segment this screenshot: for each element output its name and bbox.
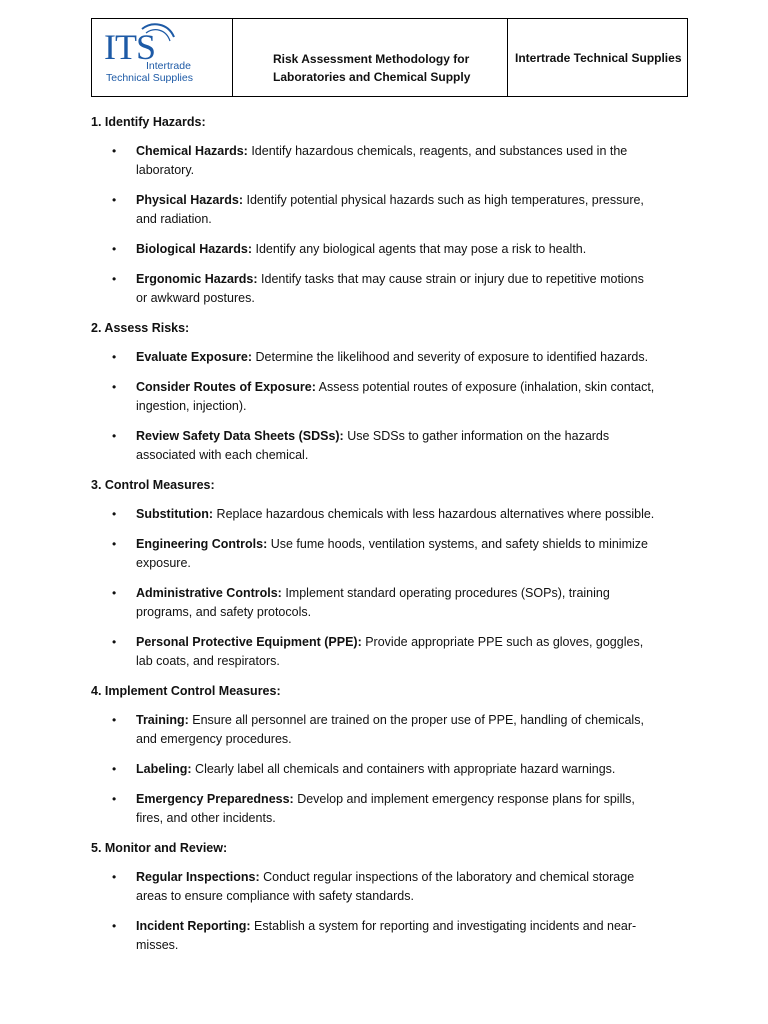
section-heading: 3. Control Measures:	[91, 478, 215, 492]
item-text: Establish a system for reporting and investigating incidents and near-misses.	[136, 919, 637, 952]
list-item	[91, 142, 656, 180]
section-heading: 2. Assess Risks:	[91, 321, 190, 335]
bullet-icon: •	[112, 870, 117, 884]
title-cell	[233, 19, 508, 96]
bullet-icon: •	[112, 586, 117, 600]
list-item	[91, 917, 656, 955]
item-label: Substitution:	[136, 507, 214, 521]
bullet-icon: •	[112, 919, 117, 933]
logo-cell	[92, 19, 233, 96]
item-text: Assess potential routes of exposure (inhalation, skin contact, ingestion, injection).	[136, 380, 655, 413]
logo-text-line2: Technical Supplies	[106, 72, 193, 84]
item-text: Use fume hoods, ventilation systems, and safety shields to minimize exposure.	[136, 537, 648, 570]
list-item	[91, 868, 656, 906]
item-text: Conduct regular inspections of the laboratory and chemical storage areas to ensure compliance with safety standards.	[136, 870, 635, 903]
bullet-icon: •	[112, 242, 117, 256]
item-label: Emergency Preparedness:	[136, 792, 294, 806]
item-text: Ensure all personnel are trained on the proper use of PPE, handling of chemicals, and emergency procedures.	[136, 713, 644, 746]
list-item	[91, 427, 656, 465]
item-text: Identify hazardous chemicals, reagents, and substances used in the laboratory.	[136, 144, 628, 177]
list-item	[91, 270, 656, 308]
list-item	[91, 711, 656, 749]
bullet-list	[91, 711, 691, 828]
list-item	[91, 790, 656, 828]
item-label: Training:	[136, 713, 189, 727]
section-heading: 1. Identify Hazards:	[91, 115, 206, 129]
bullet-icon: •	[112, 507, 117, 521]
logo-text-line1: Intertrade	[146, 60, 191, 72]
list-item	[91, 378, 656, 416]
item-text: Identify potential physical hazards such as high temperatures, pressure, and radiation.	[136, 193, 644, 226]
bullet-icon: •	[112, 144, 117, 158]
list-item	[91, 535, 656, 573]
item-text: Provide appropriate PPE such as gloves, goggles, lab coats, and respirators.	[136, 635, 644, 668]
bullet-icon: •	[112, 272, 117, 286]
document-body	[91, 113, 691, 966]
list-item	[91, 584, 656, 622]
item-label: Labeling:	[136, 762, 192, 776]
company-cell	[508, 19, 687, 96]
item-label: Personal Protective Equipment (PPE):	[136, 635, 362, 649]
bullet-icon: •	[112, 350, 117, 364]
item-label: Engineering Controls:	[136, 537, 268, 551]
item-label: Incident Reporting:	[136, 919, 251, 933]
item-label: Physical Hazards:	[136, 193, 243, 207]
bullet-list	[91, 505, 691, 671]
item-label: Evaluate Exposure:	[136, 350, 253, 364]
item-label: Consider Routes of Exposure:	[136, 380, 316, 394]
item-text: Identify any biological agents that may pose a risk to health.	[252, 242, 587, 256]
list-item	[91, 240, 656, 259]
list-item	[91, 760, 656, 779]
item-text: Identify tasks that may cause strain or injury due to repetitive motions or awkward postures.	[136, 272, 644, 305]
list-item	[91, 348, 656, 367]
item-text: Use SDSs to gather information on the hazards associated with each chemical.	[136, 429, 610, 462]
item-text: Determine the likelihood and severity of exposure to identified hazards.	[252, 350, 649, 364]
section-heading: 4. Implement Control Measures:	[91, 684, 281, 698]
bullet-icon: •	[112, 193, 117, 207]
bullet-icon: •	[112, 537, 117, 551]
item-text: Develop and implement emergency response plans for spills, fires, and other incidents.	[136, 792, 635, 825]
bullet-icon: •	[112, 429, 117, 443]
bullet-list	[91, 142, 691, 308]
logo-mark: ITS	[104, 27, 155, 67]
item-label: Ergonomic Hazards:	[136, 272, 258, 286]
bullet-icon: •	[112, 380, 117, 394]
item-label: Review Safety Data Sheets (SDSs):	[136, 429, 344, 443]
bullet-icon: •	[112, 762, 117, 776]
bullet-list	[91, 868, 691, 955]
bullet-icon: •	[112, 713, 117, 727]
bullet-list	[91, 348, 691, 465]
bullet-icon: •	[112, 635, 117, 649]
section-heading: 5. Monitor and Review:	[91, 841, 228, 855]
bullet-icon: •	[112, 792, 117, 806]
company-name: Intertrade Technical Supplies	[515, 51, 682, 65]
list-item	[91, 633, 656, 671]
list-item	[91, 191, 656, 229]
item-label: Administrative Controls:	[136, 586, 282, 600]
document-title: Risk Assessment Methodology for Laboratories and Chemical Supply	[273, 52, 471, 84]
item-text: Clearly label all chemicals and containers with appropriate hazard warnings.	[191, 762, 616, 776]
item-text: Replace hazardous chemicals with less hazardous alternatives where possible.	[213, 507, 655, 521]
list-item	[91, 505, 656, 524]
item-label: Biological Hazards:	[136, 242, 252, 256]
item-label: Chemical Hazards:	[136, 144, 248, 158]
item-label: Regular Inspections:	[136, 870, 260, 884]
company-logo	[104, 25, 224, 93]
header-table	[91, 18, 688, 97]
item-text: Implement standard operating procedures (SOPs), training programs, and safety protocols.	[136, 586, 610, 619]
